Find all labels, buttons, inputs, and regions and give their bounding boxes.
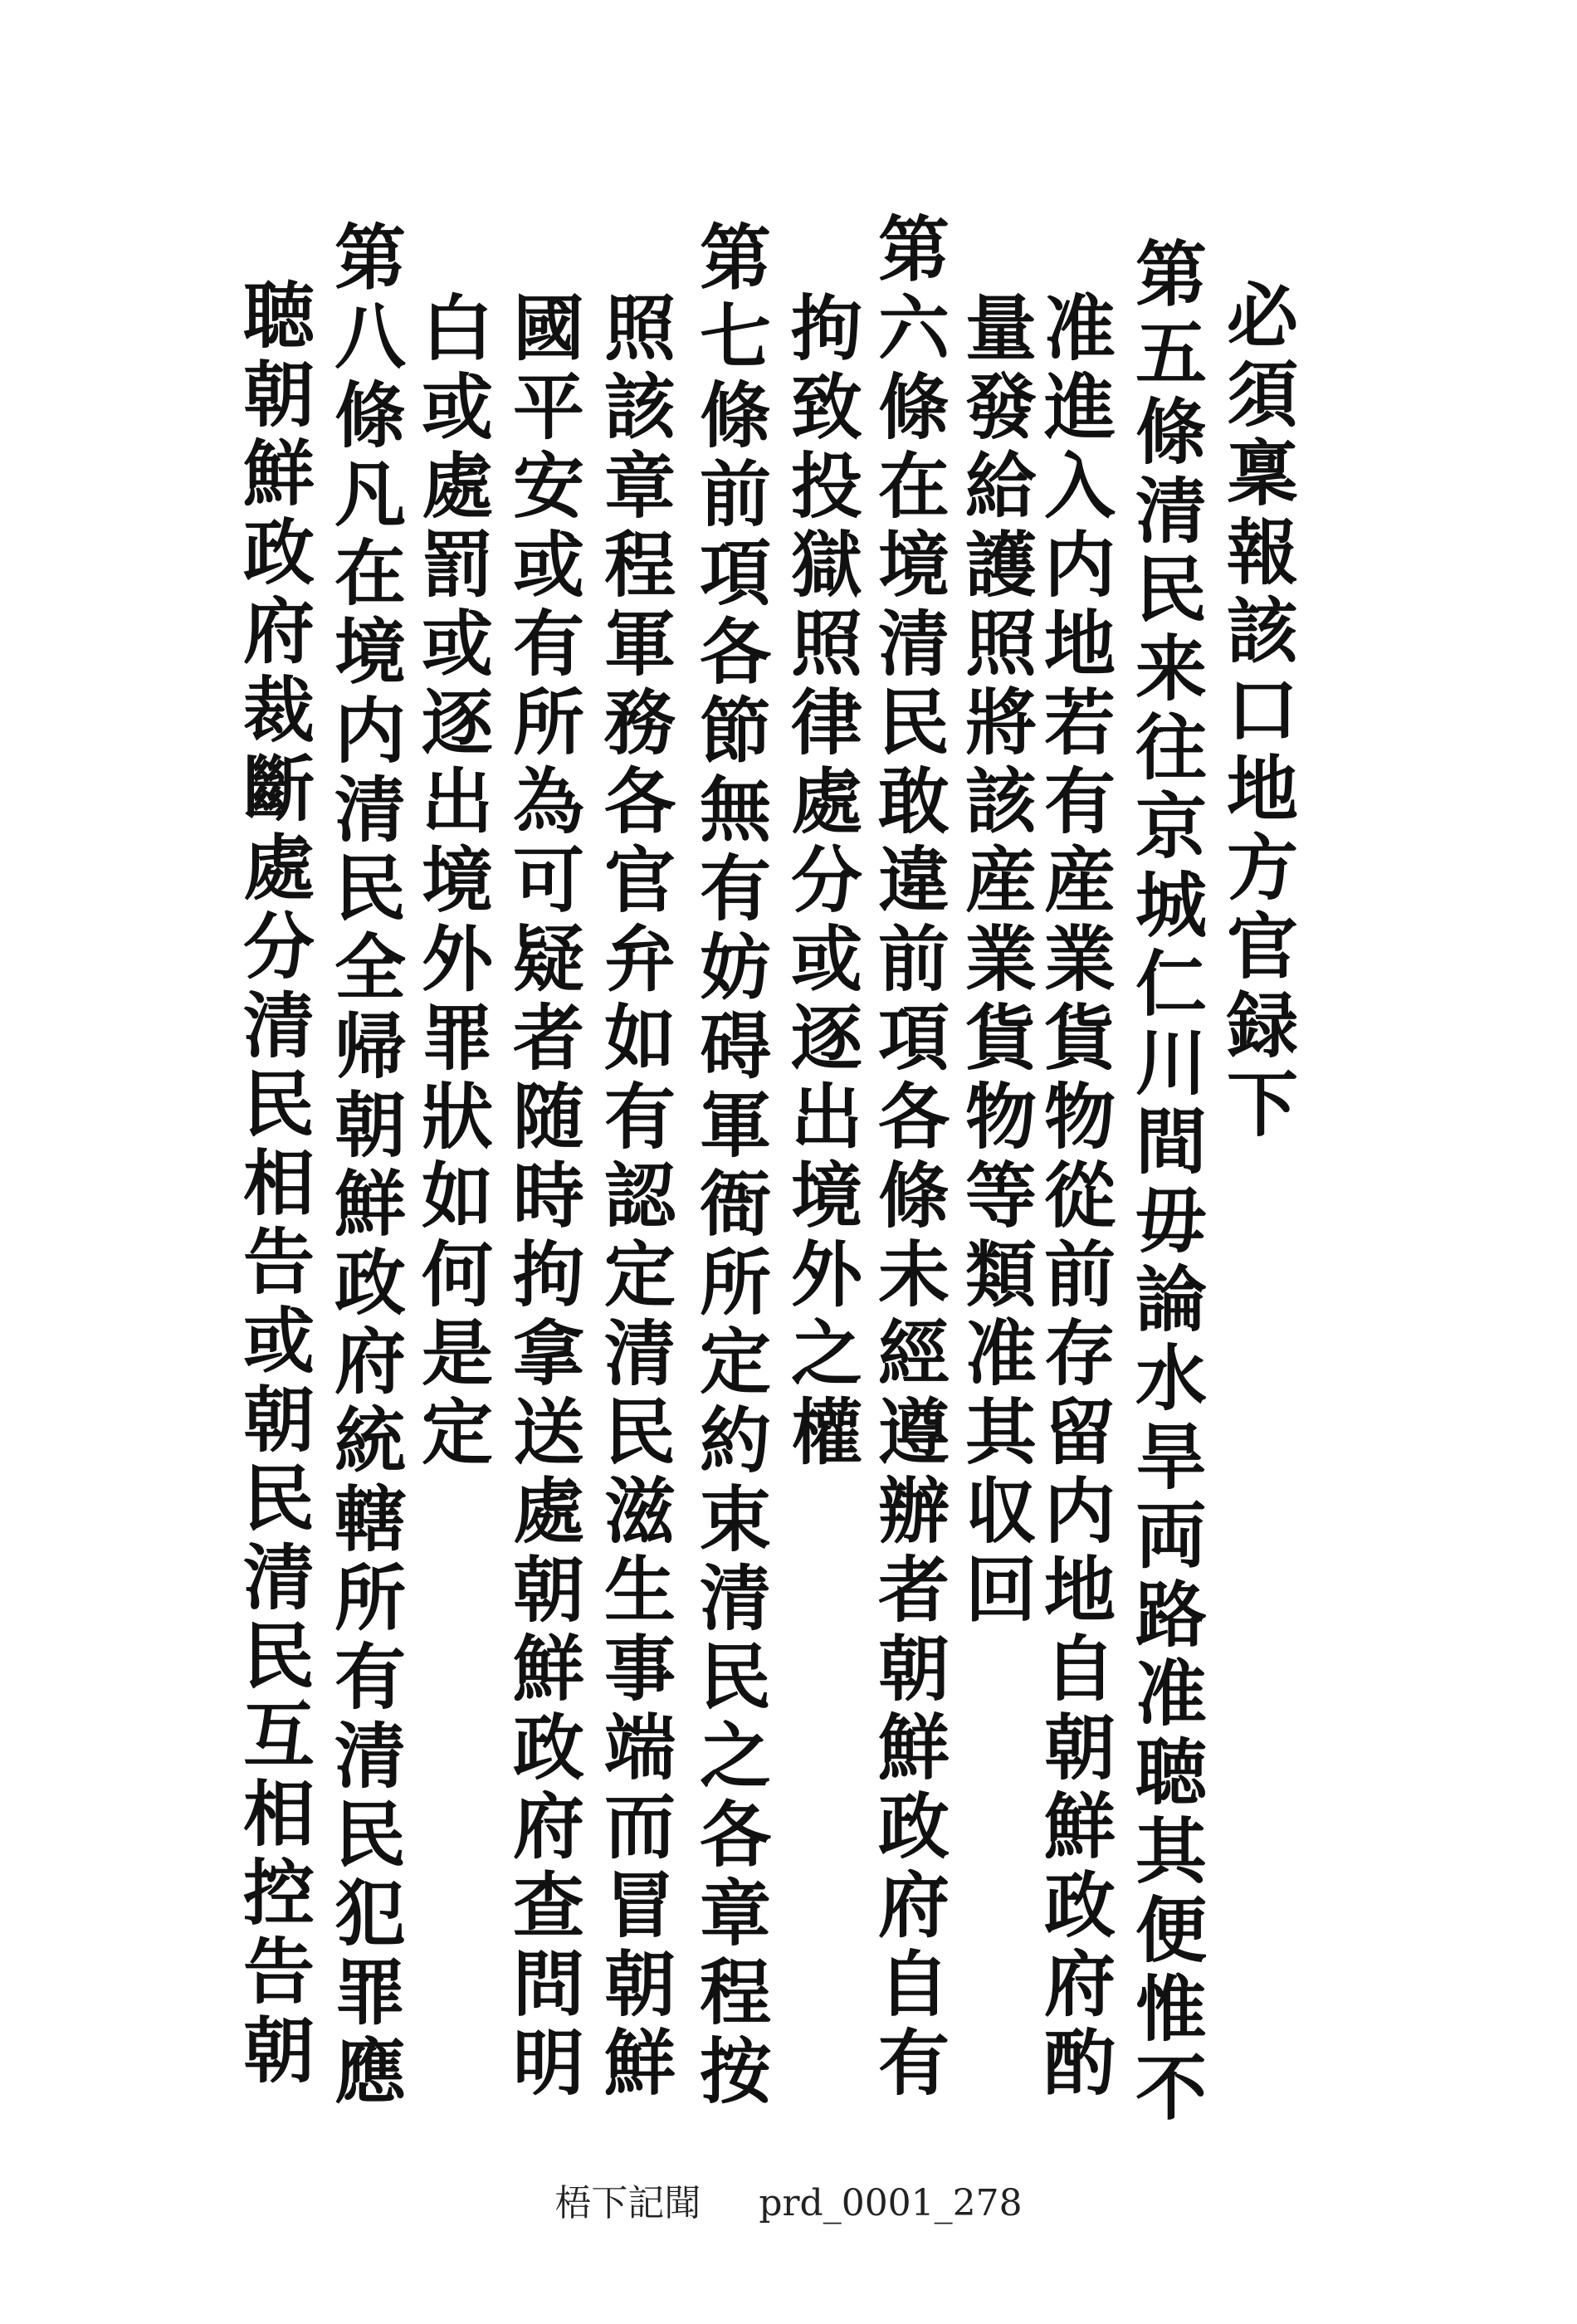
text-column-1: 必須稟報該口地方官録下 <box>1214 278 1298 1145</box>
text-column-11: 第八條凡在境内清民全帰朝鮮政府統轄所有清民犯罪應 <box>322 220 406 2112</box>
text-column-3: 准進入内地若有産業貨物從前存留内地自朝鮮政府酌 <box>1032 290 1116 2104</box>
text-column-9: 國平安或有所為可疑者随時拘拿送處朝鮮政府查問明 <box>500 290 584 2104</box>
text-column-12: 聴朝鮮政府裁斷處分清民相告或朝民清民互相控告朝 <box>231 278 315 2092</box>
page-footer <box>0 2173 1577 2226</box>
text-column-5: 第六條在境清民敢違前項各條未經遵辦者朝鮮政府自有 <box>866 212 950 2104</box>
text-column-8: 照該章程軍務各官弁如有認定清民滋生事端而冒朝鮮 <box>592 290 676 2104</box>
text-column-10: 白或處罰或逐出境外罪狀如何是定 <box>409 290 493 1473</box>
text-column-4: 量發給護照將該産業貨物等類准其収回 <box>953 290 1037 1631</box>
text-column-7: 第七條前項各節無有妨碍軍衙所定約束清民之各章程按 <box>687 220 771 2112</box>
footer-title: 梧下記聞 <box>554 2182 701 2224</box>
text-column-2: 第五條清民来往京城仁川間毋論水旱両路准聴其便惟不 <box>1123 237 1207 2129</box>
footer-page-id: prd_0001_278 <box>759 2182 1023 2224</box>
text-column-6: 拘致投獄照律處分或逐出境外之權 <box>779 290 862 1473</box>
